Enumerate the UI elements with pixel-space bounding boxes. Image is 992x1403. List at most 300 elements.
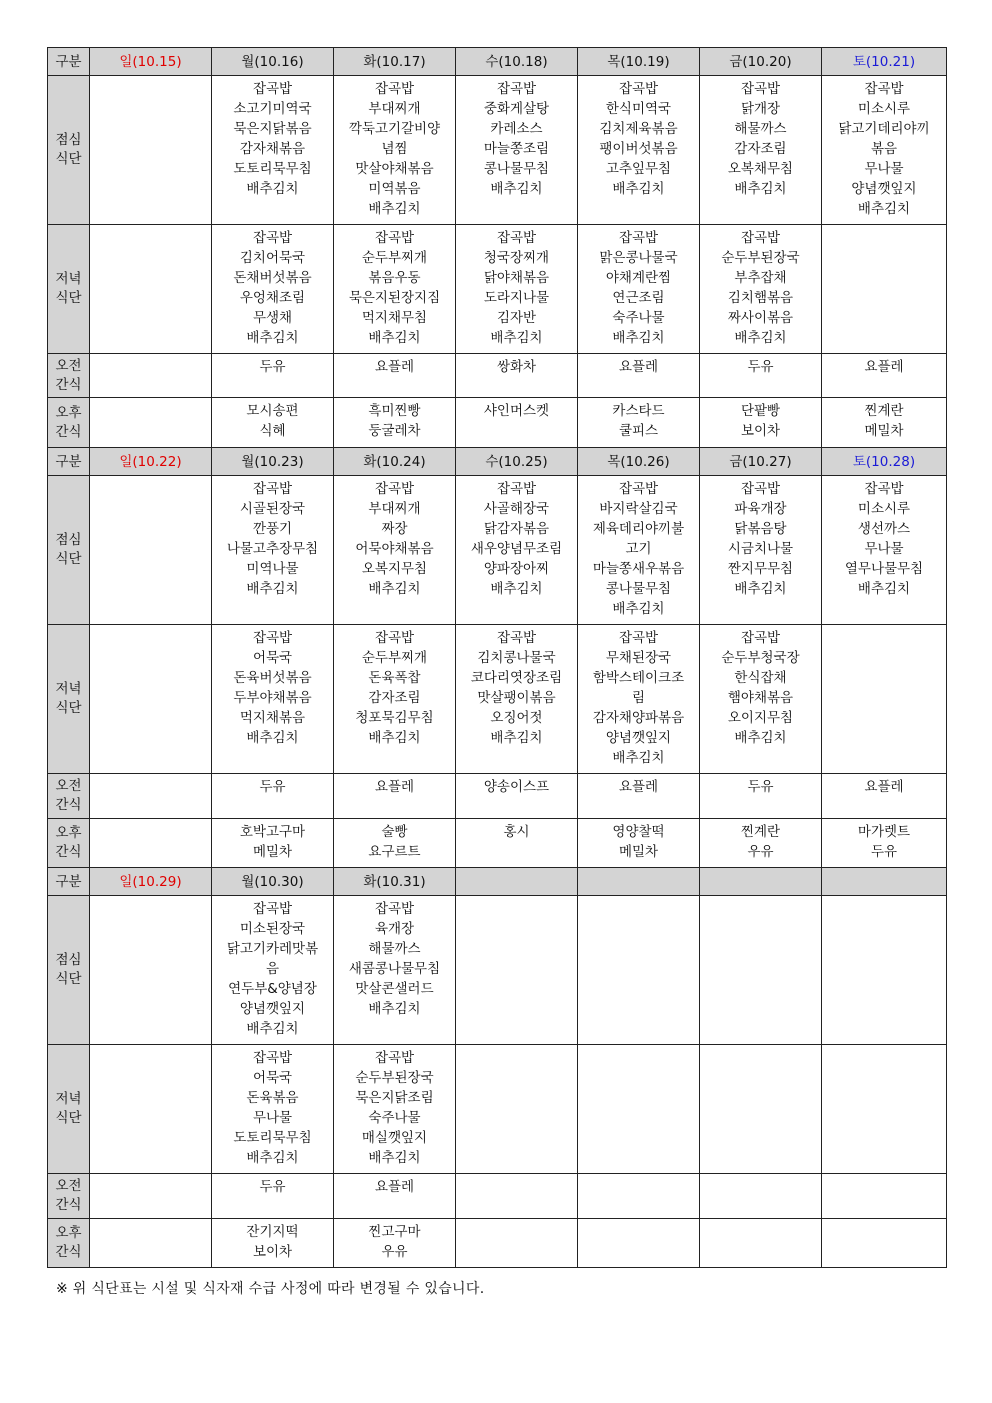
am-snack-row — [48, 354, 947, 398]
menu-item: 볶음우동 — [368, 270, 421, 286]
menu-item: 배추김치 — [490, 330, 543, 346]
menu-item: 배추김치 — [612, 330, 665, 346]
menu-item-list — [700, 896, 821, 899]
menu-item: 함박스테이크조 — [592, 670, 685, 686]
menu-item-list — [456, 225, 577, 348]
menu-item-list — [456, 1219, 577, 1222]
menu-item: 배추김치 — [612, 750, 665, 766]
lunch-cell — [700, 896, 822, 1045]
menu-item-list — [334, 896, 455, 1019]
menu-item: 순두부된장국 — [721, 250, 800, 266]
menu-item: 두유 — [259, 1179, 286, 1195]
date-header: 화(10.24) — [334, 448, 456, 476]
menu-item: 묵은지닭볶음 — [233, 121, 312, 137]
pm-snack-cell — [700, 398, 822, 448]
menu-item: 모시송편 — [246, 403, 299, 419]
menu-item: 돈육볶음 — [246, 1090, 299, 1106]
menu-item: 한식잡채 — [734, 670, 787, 686]
menu-item: 잔기지떡 — [246, 1224, 299, 1240]
week-header-row — [48, 48, 947, 76]
lunch-cell — [90, 896, 212, 1045]
date-header: 토(10.28) — [822, 448, 947, 476]
dinner-label — [48, 225, 90, 354]
menu-item: 제육데리야끼불 — [592, 521, 685, 537]
am-snack-cell — [700, 1174, 822, 1219]
menu-item: 배추김치 — [368, 201, 421, 217]
menu-item-list — [334, 76, 455, 219]
menu-item: 부대찌개 — [368, 101, 421, 117]
label-line: 저녁 — [55, 681, 82, 697]
menu-item-list — [334, 1174, 455, 1197]
menu-item: 한식미역국 — [605, 101, 672, 117]
menu-item: 우엉채조림 — [239, 290, 306, 306]
am-snack-cell — [334, 1174, 456, 1219]
menu-item-list — [456, 625, 577, 748]
dinner-cell — [700, 1045, 822, 1174]
menu-item: 배추김치 — [368, 330, 421, 346]
menu-item-list — [212, 76, 333, 199]
lunch-label — [48, 76, 90, 225]
menu-item: 해물까스 — [734, 121, 787, 137]
pm-snack-cell — [90, 819, 212, 868]
dinner-cell — [334, 625, 456, 774]
menu-item: 도토리묵무침 — [233, 1130, 312, 1146]
menu-item-list — [90, 1045, 211, 1048]
menu-item-list — [578, 1219, 699, 1222]
menu-item: 무채된장국 — [605, 650, 672, 666]
menu-item: 햄야채볶음 — [727, 690, 794, 706]
menu-item: 돈육폭찹 — [368, 670, 421, 686]
menu-item: 오이지무침 — [727, 710, 794, 726]
menu-item-list — [334, 625, 455, 748]
menu-item-list — [700, 1174, 821, 1177]
dinner-cell — [822, 625, 947, 774]
menu-item: 야채계란찜 — [605, 270, 672, 286]
menu-item: 숙주나물 — [368, 1110, 421, 1126]
week-header-row — [48, 868, 947, 896]
menu-item: 미소시루 — [857, 501, 911, 517]
menu-item: 잡곡밥 — [374, 81, 415, 97]
lunch-cell — [334, 476, 456, 625]
menu-item-list — [700, 225, 821, 348]
menu-item-list — [90, 225, 211, 228]
pm-snack-cell — [334, 819, 456, 868]
label-line: 오후 — [55, 404, 82, 421]
menu-item: 맑은콩나물국 — [599, 250, 678, 266]
pm-snack-cell — [212, 1219, 334, 1268]
label-line: 간식 — [55, 376, 82, 393]
menu-item: 배추김치 — [246, 1021, 299, 1037]
am-snack-row — [48, 774, 947, 819]
lunch-cell — [700, 476, 822, 625]
dinner-label — [48, 625, 90, 774]
menu-item: 팽이버섯볶음 — [599, 141, 678, 157]
menu-item: 요플레 — [374, 779, 415, 795]
menu-item-list — [822, 1174, 946, 1177]
label-line: 식단 — [55, 551, 82, 567]
dinner-cell — [578, 625, 700, 774]
label-line: 간식 — [55, 423, 82, 440]
menu-item: 콩나물무침 — [483, 161, 550, 177]
date-header: 월(10.23) — [212, 448, 334, 476]
menu-item-list — [90, 476, 211, 479]
menu-item-list — [212, 398, 333, 441]
am-snack-cell — [456, 774, 578, 819]
menu-item-list — [700, 354, 821, 377]
am-snack-cell — [578, 354, 700, 398]
menu-item: 김치제육볶음 — [599, 121, 678, 137]
menu-item: 어묵국 — [252, 1070, 293, 1086]
lunch-cell — [90, 76, 212, 225]
lunch-cell — [212, 476, 334, 625]
menu-item: 김치콩나물국 — [477, 650, 556, 666]
menu-item-list — [212, 476, 333, 599]
lunch-cell — [334, 76, 456, 225]
date-header: 월(10.16) — [212, 48, 334, 76]
menu-item: 도라지나물 — [483, 290, 550, 306]
menu-item: 요플레 — [374, 1179, 415, 1195]
footnote: ※ 위 식단표는 시설 및 식자재 수급 사정에 따라 변경될 수 있습니다. — [56, 1281, 485, 1297]
menu-item: 두유 — [747, 359, 774, 375]
menu-item: 새우양념무조림 — [470, 541, 563, 557]
menu-item: 요플레 — [618, 359, 659, 375]
lunch-cell — [700, 76, 822, 225]
label-line: 오전 — [55, 778, 82, 794]
menu-item: 미소시루 — [857, 101, 911, 117]
menu-item: 배추김치 — [246, 181, 299, 197]
menu-item: 배추김치 — [246, 1150, 299, 1166]
menu-item: 생선까스 — [857, 521, 911, 537]
menu-item-list — [578, 625, 699, 768]
menu-item: 잡곡밥 — [864, 481, 904, 497]
menu-item: 고기 — [625, 541, 652, 557]
menu-item-list — [578, 76, 699, 199]
menu-item: 닭감자볶음 — [483, 521, 550, 537]
menu-item: 도토리묵무침 — [233, 161, 312, 177]
menu-item-list — [700, 476, 821, 599]
menu-item-list — [822, 896, 946, 899]
lunch-cell — [578, 76, 700, 225]
dinner-cell — [822, 225, 947, 354]
menu-item: 미소된장국 — [239, 921, 306, 937]
date-header: 목(10.26) — [578, 448, 700, 476]
pm-snack-cell — [578, 819, 700, 868]
menu-item: 중화게살탕 — [483, 101, 550, 117]
menu-item-list — [578, 819, 699, 862]
menu-item: 감자채양파볶음 — [592, 710, 685, 726]
menu-item: 배추김치 — [857, 581, 911, 597]
menu-item: 순두부청국장 — [721, 650, 800, 666]
dinner-cell — [456, 625, 578, 774]
menu-item-list — [334, 354, 455, 377]
label-line: 오전 — [55, 1178, 82, 1194]
menu-item: 코다리엿장조림 — [470, 670, 563, 686]
menu-item: 숙주나물 — [612, 310, 665, 326]
am-snack-cell — [212, 354, 334, 398]
lunch-label — [48, 896, 90, 1045]
menu-item: 어묵국 — [252, 650, 293, 666]
menu-item: 양송이스프 — [483, 779, 550, 795]
menu-item-list — [822, 819, 946, 862]
label-line: 식단 — [55, 290, 82, 306]
pm-snack-cell — [212, 398, 334, 448]
date-header — [822, 868, 947, 896]
menu-item-list — [578, 1174, 699, 1177]
menu-item: 닭야채볶음 — [483, 270, 550, 286]
menu-item: 홍시 — [503, 824, 530, 840]
menu-item: 배추김치 — [246, 581, 299, 597]
menu-item: 돈채버섯볶음 — [233, 270, 312, 286]
pm-snack-cell — [700, 1219, 822, 1268]
menu-item: 배추김치 — [246, 730, 299, 746]
menu-item: 열무나물무침 — [844, 561, 924, 577]
menu-item: 찐고구마 — [368, 1224, 421, 1240]
dinner-cell — [700, 625, 822, 774]
lunch-cell — [822, 76, 947, 225]
menu-item: 사골해장국 — [483, 501, 550, 517]
menu-item: 배추김치 — [612, 181, 665, 197]
menu-item-list — [90, 1219, 211, 1222]
menu-item: 잡곡밥 — [374, 901, 415, 917]
lunch-cell — [822, 896, 947, 1045]
menu-item: 소고기미역국 — [233, 101, 312, 117]
menu-item: 양념깻잎지 — [605, 730, 672, 746]
menu-item: 시골된장국 — [239, 501, 306, 517]
menu-item: 호박고구마 — [239, 824, 306, 840]
menu-item: 배추김치 — [246, 330, 299, 346]
menu-item: 김치햄볶음 — [727, 290, 794, 306]
lunch-row — [48, 896, 947, 1045]
dinner-cell — [212, 625, 334, 774]
menu-item: 묵은지된장지짐 — [348, 290, 441, 306]
menu-item: 마늘쫑새우볶음 — [592, 561, 685, 577]
dinner-cell — [822, 1045, 947, 1174]
menu-item: 배추김치 — [734, 330, 787, 346]
dinner-cell — [90, 625, 212, 774]
dinner-row — [48, 225, 947, 354]
menu-item-list — [90, 76, 211, 79]
menu-item-list — [822, 225, 946, 228]
lunch-label — [48, 476, 90, 625]
menu-item-list — [212, 225, 333, 348]
menu-item-list — [822, 476, 946, 599]
menu-item: 요구르트 — [368, 844, 421, 860]
am-snack-label — [48, 774, 90, 819]
am-snack-cell — [90, 1174, 212, 1219]
menu-item: 흑미찐빵 — [368, 403, 421, 419]
header-label: 구분 — [48, 868, 90, 896]
menu-item-list — [456, 476, 577, 599]
menu-item: 잡곡밥 — [252, 630, 293, 646]
pm-snack-cell — [334, 398, 456, 448]
menu-item: 잡곡밥 — [374, 630, 415, 646]
menu-item-list — [212, 354, 333, 377]
date-header — [578, 868, 700, 896]
dinner-row — [48, 625, 947, 774]
menu-item-list — [822, 1219, 946, 1222]
menu-item: 짜장 — [381, 521, 408, 537]
lunch-cell — [578, 896, 700, 1045]
lunch-cell — [578, 476, 700, 625]
date-header: 화(10.17) — [334, 48, 456, 76]
menu-item: 무나물 — [864, 541, 904, 557]
date-header: 화(10.31) — [334, 868, 456, 896]
date-header: 일(10.15) — [90, 48, 212, 76]
pm-snack-cell — [212, 819, 334, 868]
menu-item: 깍둑고기갈비양 — [348, 121, 441, 137]
meal-plan-body — [48, 48, 947, 1268]
menu-item-list — [822, 625, 946, 628]
menu-item-list — [334, 398, 455, 441]
header-label: 구분 — [48, 448, 90, 476]
menu-item: 우유 — [747, 844, 774, 860]
menu-item: 념찜 — [381, 141, 408, 157]
menu-item-list — [700, 774, 821, 797]
menu-item-list — [822, 76, 946, 219]
menu-item-list — [700, 625, 821, 748]
menu-item: 배추김치 — [612, 601, 665, 617]
menu-item-list — [822, 774, 946, 797]
lunch-cell — [822, 476, 947, 625]
date-header — [700, 868, 822, 896]
menu-item-list — [822, 398, 946, 441]
menu-item: 묵은지닭조림 — [355, 1090, 434, 1106]
menu-item-list — [212, 1045, 333, 1168]
menu-item: 연근조림 — [612, 290, 665, 306]
menu-item: 잡곡밥 — [618, 630, 659, 646]
am-snack-cell — [822, 354, 947, 398]
lunch-cell — [212, 896, 334, 1045]
menu-item: 연두부&양념장 — [228, 981, 317, 997]
menu-item: 양파장아찌 — [483, 561, 550, 577]
menu-item: 잡곡밥 — [496, 81, 537, 97]
menu-item: 순두부된장국 — [355, 1070, 434, 1086]
dinner-cell — [456, 1045, 578, 1174]
menu-item: 짠지무무침 — [727, 561, 794, 577]
am-snack-label — [48, 1174, 90, 1219]
menu-item: 단팥빵 — [740, 403, 781, 419]
menu-item: 잡곡밥 — [374, 230, 415, 246]
menu-item-list — [212, 896, 333, 1039]
label-line: 점심 — [55, 952, 82, 968]
am-snack-label — [48, 354, 90, 398]
menu-item-list — [456, 819, 577, 842]
menu-item: 카레소스 — [490, 121, 543, 137]
am-snack-cell — [456, 1174, 578, 1219]
menu-item-list — [334, 1219, 455, 1262]
menu-item: 배추김치 — [734, 581, 787, 597]
label-line: 식단 — [55, 151, 82, 167]
menu-item-list — [90, 625, 211, 628]
menu-item: 쌍화차 — [496, 359, 537, 375]
menu-item: 잡곡밥 — [618, 481, 659, 497]
menu-item-list — [700, 819, 821, 862]
menu-item: 배추김치 — [368, 730, 421, 746]
menu-item-list — [578, 354, 699, 377]
menu-item: 두유 — [747, 779, 774, 795]
menu-item-list — [212, 1219, 333, 1262]
date-header: 일(10.29) — [90, 868, 212, 896]
date-header: 수(10.25) — [456, 448, 578, 476]
label-line: 오후 — [55, 1225, 82, 1241]
dinner-cell — [456, 225, 578, 354]
menu-item-list — [578, 896, 699, 899]
lunch-cell — [212, 76, 334, 225]
pm-snack-cell — [456, 819, 578, 868]
menu-item: 닭개장 — [740, 101, 781, 117]
pm-snack-cell — [456, 398, 578, 448]
menu-item: 감자채볶음 — [239, 141, 306, 157]
menu-item: 바지락살김국 — [599, 501, 678, 517]
week-header-row — [48, 448, 947, 476]
menu-item-list — [90, 819, 211, 822]
menu-item: 나물고추장무침 — [226, 541, 319, 557]
label-line: 간식 — [55, 844, 82, 860]
menu-item: 배추김치 — [368, 1150, 421, 1166]
label-line: 식단 — [55, 700, 82, 716]
am-snack-row — [48, 1174, 947, 1219]
menu-item: 어묵야채볶음 — [355, 541, 434, 557]
menu-item-list — [456, 76, 577, 199]
menu-item: 파육개장 — [734, 501, 787, 517]
menu-item-list — [700, 398, 821, 441]
menu-item: 마늘쫑조림 — [483, 141, 550, 157]
menu-item-list — [700, 1219, 821, 1222]
am-snack-cell — [456, 354, 578, 398]
meal-plan-table — [47, 47, 947, 1268]
pm-snack-label — [48, 1219, 90, 1268]
menu-item-list — [90, 398, 211, 401]
menu-item: 깐풍기 — [252, 521, 293, 537]
label-line: 저녁 — [55, 271, 82, 287]
menu-item-list — [212, 819, 333, 862]
am-snack-cell — [90, 774, 212, 819]
menu-item: 잡곡밥 — [740, 481, 781, 497]
pm-snack-cell — [90, 1219, 212, 1268]
menu-item-list — [456, 398, 577, 421]
menu-item: 미역볶음 — [368, 181, 421, 197]
pm-snack-cell — [822, 1219, 947, 1268]
date-header: 월(10.30) — [212, 868, 334, 896]
label-line: 저녁 — [55, 1091, 82, 1107]
menu-item: 메밀차 — [252, 844, 293, 860]
menu-item: 짜사이볶음 — [727, 310, 794, 326]
menu-item: 잡곡밥 — [618, 230, 659, 246]
am-snack-cell — [700, 354, 822, 398]
am-snack-cell — [90, 354, 212, 398]
menu-item: 잡곡밥 — [618, 81, 659, 97]
menu-item: 찐계란 — [864, 403, 904, 419]
menu-item: 우유 — [381, 1244, 408, 1260]
menu-item: 보이차 — [252, 1244, 293, 1260]
dinner-cell — [334, 225, 456, 354]
pm-snack-cell — [700, 819, 822, 868]
dinner-cell — [90, 225, 212, 354]
menu-item: 잡곡밥 — [496, 230, 537, 246]
menu-item: 영양찰떡 — [612, 824, 665, 840]
menu-item: 오복채무침 — [727, 161, 794, 177]
menu-item: 해물까스 — [368, 941, 421, 957]
menu-item: 김자반 — [496, 310, 537, 326]
date-header — [456, 868, 578, 896]
pm-snack-cell — [822, 398, 947, 448]
label-line: 오전 — [55, 357, 82, 374]
pm-snack-row — [48, 819, 947, 868]
menu-item-list — [578, 1045, 699, 1048]
menu-item: 마가렛트 — [857, 824, 911, 840]
menu-item: 순두부찌개 — [361, 650, 428, 666]
menu-item-list — [822, 354, 946, 377]
